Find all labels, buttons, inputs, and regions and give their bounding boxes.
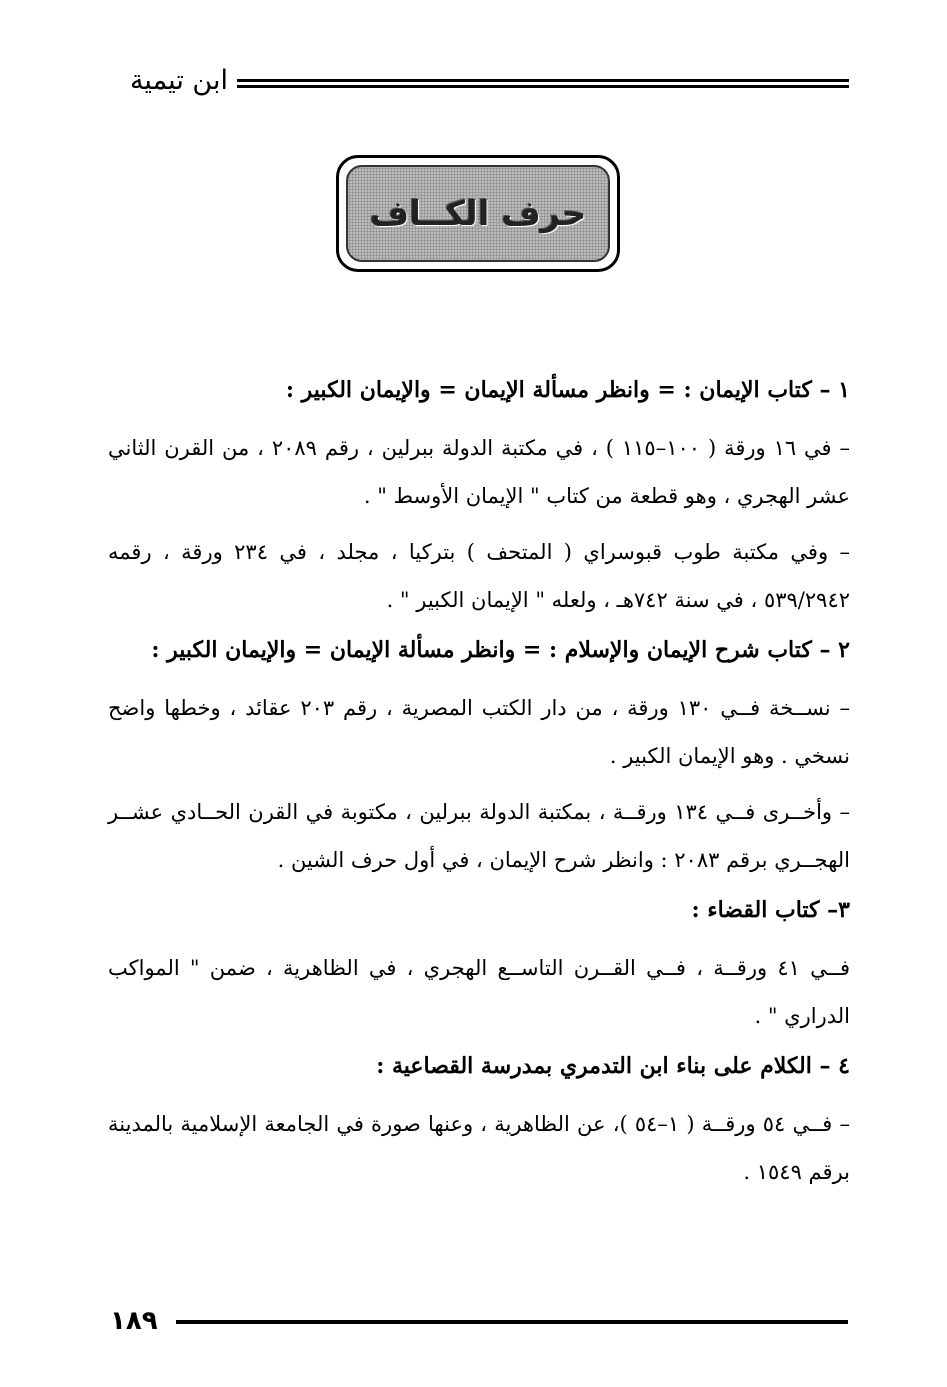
entry-4 bbox=[108, 1048, 850, 1196]
footer-rule bbox=[176, 1320, 848, 1324]
entry-2 bbox=[108, 632, 850, 884]
entry-paragraph: – وأخــرى فــي ١٣٤ ورقــة ، بمكتبة الدولة ببرلين ، مكتوبة في القرن الحــادي عشــر الهجــري برقم ٢٠٨٣ : وانظر شرح الإيمان ، في أول حرف الشين . bbox=[108, 800, 850, 872]
chapter-title: حرف الكــاف bbox=[369, 193, 587, 234]
entry-paragraph: فــي ٤١ ورقــة ، فــي القــرن التاســع الهجري ، في الظاهرية ، ضمن " المواكب الدراري " . bbox=[108, 956, 850, 1028]
chapter-title-box-inner bbox=[346, 165, 610, 262]
entry-heading: ٤ – الكلام على بناء ابن التدمري بمدرسة القصاعية : bbox=[376, 1053, 850, 1079]
chapter-title-box bbox=[336, 155, 620, 272]
header-double-rule bbox=[237, 79, 849, 88]
entry-heading: ٣– كتاب القضاء : bbox=[691, 897, 850, 923]
entry-1 bbox=[108, 372, 850, 624]
entry-heading: ١ – كتاب الإيمان : = وانظر مسألة الإيمان = والإيمان الكبير : bbox=[285, 377, 850, 403]
page-body bbox=[108, 372, 850, 1204]
entry-paragraph: – في ١٦ ورقة ( ١٠٠–١١٥ ) ، في مكتبة الدولة ببرلين ، رقم ٢٠٨٩ ، من القرن الثاني عشر الهجري ، وهو قطعة من كتاب " الإيمان الأوسط " . bbox=[108, 436, 850, 508]
entry-paragraph: – وفي مكتبة طوب قبوسراي ( المتحف ) بتركيا ، مجلد ، في ٢٣٤ ورقة ، رقمه ٥٣٩/٢٩٤٢ ، في سنة ٧٤٢هـ ، ولعله " الإيمان الكبير " . bbox=[108, 540, 850, 612]
entry-heading: ٢ – كتاب شرح الإيمان والإسلام : = وانظر مسألة الإيمان = والإيمان الكبير : bbox=[151, 637, 850, 663]
entry-3 bbox=[108, 892, 850, 1040]
entry-paragraph: – نســخة فــي ١٣٠ ورقة ، من دار الكتب المصرية ، رقم ٢٠٣ عقائد ، وخطها واضح نسخي . وهو الإيمان الكبير . bbox=[108, 696, 850, 768]
page-number: ١٨٩ bbox=[110, 1306, 158, 1336]
entry-paragraph: – فــي ٥٤ ورقــة ( ١–٥٤ )، عن الظاهرية ، وعنها صورة في الجامعة الإسلامية بالمدينة برقم ١٥٤٩ . bbox=[108, 1112, 851, 1184]
running-head-title: ابن تيمية bbox=[129, 65, 228, 96]
